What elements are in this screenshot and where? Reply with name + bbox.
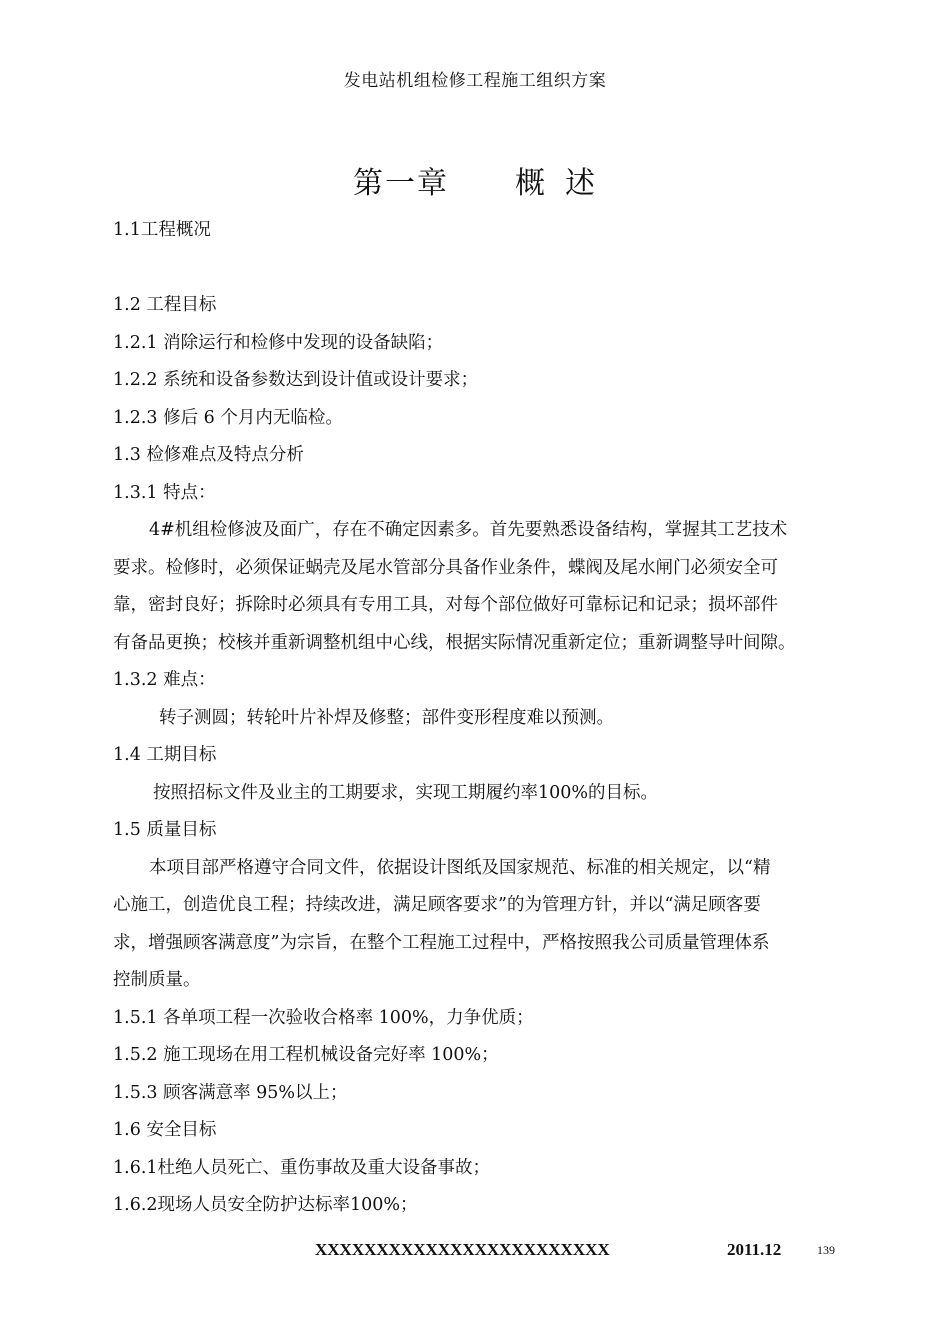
list-item: 1.2.3 修后 6 个月内无临检。 [113,407,343,428]
document-body [113,212,841,1225]
chapter-title-char-2: 述 [565,166,597,201]
subsection-heading: 1.3.2 难点： [113,670,216,690]
paragraph-line: 靠，密封良好；拆除时必须具有专用工具，对每个部位做好可靠标记和记录；损坏部件 [113,595,778,615]
paragraph-line: 心施工，创造优良工程；持续改进，满足顾客要求”的为管理方针，并以“满足顾客要 [113,895,761,915]
section-heading: 1.3 检修难点及特点分析 [113,445,304,465]
section-heading: 1.2 工程目标 [113,295,217,315]
section-heading: 1.6 安全目标 [113,1120,217,1140]
paragraph-line: 求，增强顾客满意度”为宗旨，在整个工程施工过程中，严格按照我公司质量管理体系 [113,932,770,953]
paragraph-line: 要求。检修时，必须保证蜗壳及尾水管部分具备作业条件，蝶阀及尾水闸门必须安全可 [113,557,778,578]
paragraph-line: 转子测圆；转轮叶片补焊及修整；部件变形程度难以预测。 [159,707,614,728]
paragraph-line: 4#机组检修波及面广，存在不确定因素多。首先要熟悉设备结构，掌握其工艺技术 [149,520,788,540]
list-item: 1.2.2 系统和设备参数达到设计值或设计要求； [113,370,479,390]
chapter-title [0,158,950,202]
list-item: 1.6.2现场人员安全防护达标率100%； [113,1195,418,1215]
paragraph-line: 本项目部严格遵守合同文件，依据设计图纸及国家规范、标准的相关规定，以“精 [149,857,771,878]
list-item: 1.5.3 顾客满意率 95%以上； [113,1082,348,1103]
section-heading: 1.5 质量目标 [113,820,217,840]
section-heading: 1.1工程概况 [113,220,211,240]
paragraph-line: 有备品更换；校核并重新调整机组中心线，根据实际情况重新定位；重新调整导叶间隙。 [113,632,796,653]
document-header: 发电站机组检修工程施工组织方案 [343,71,607,91]
chapter-title-char-1: 概 [515,166,547,201]
list-item: 1.6.1杜绝人员死亡、重伤事故及重大设备事故； [113,1157,491,1178]
list-item: 1.5.1 各单项工程一次验收合格率 100%，力争优质； [113,1007,534,1028]
list-item: 1.5.2 施工现场在用工程机械设备完好率 100%； [113,1045,499,1065]
section-heading: 1.4 工期目标 [113,745,217,765]
list-item: 1.2.1 消除运行和检修中发现的设备缺陷； [113,332,444,353]
footer-company: XXXXXXXXXXXXXXXXXXXXXXXX [315,1240,610,1259]
paragraph-line: 控制质量。 [113,970,201,990]
footer-date: 2011.12 [727,1240,782,1259]
page-number: 139 [817,1243,835,1257]
subsection-heading: 1.3.1 特点： [113,482,216,503]
paragraph-line: 按照招标文件及业主的工期要求，实现工期履约率100%的目标。 [153,782,659,803]
chapter-number: 第一章 [353,166,449,201]
